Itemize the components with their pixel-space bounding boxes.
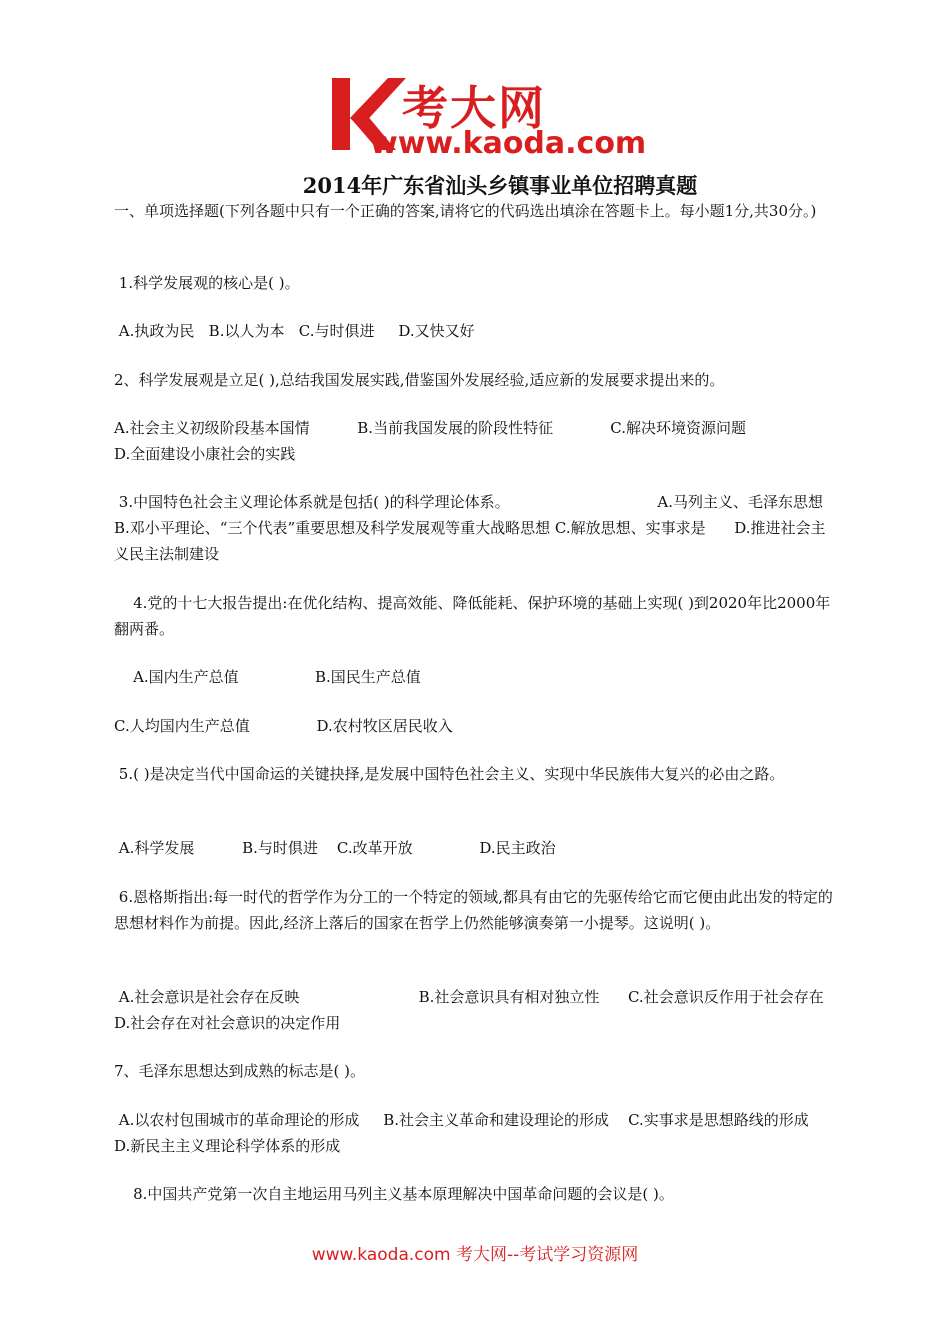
question-4: 4.党的十七大报告提出:在优化结构、提高效能、降低能耗、保护环境的基础上实现( )到2020年比2000年翻两番。 bbox=[114, 594, 831, 638]
question-1: 1.科学发展观的核心是( )。 bbox=[114, 274, 300, 292]
question-4-options-cd: C.人均国内生产总值 D.农村牧区居民收入 bbox=[114, 717, 453, 735]
question-8: 8.中国共产党第一次自主地运用马列主义基本原理解决中国革命问题的会议是( )。 bbox=[114, 1185, 674, 1203]
section-instructions: 一、单项选择题(下列各题中只有一个正确的答案,请将它的代码选出填涂在答题卡上。每小题1分,共30分。) bbox=[114, 202, 817, 220]
question-6-options: A.社会意识是社会存在反映 B.社会意识具有相对独立性 C.社会意识反作用于社会存在 D.社会存在对社会意识的决定作用 bbox=[114, 988, 891, 1032]
question-7: 7、毛泽东思想达到成熟的标志是( )。 bbox=[114, 1062, 366, 1080]
kaoda-logo bbox=[330, 74, 660, 166]
question-7-options: A.以农村包围城市的革命理论的形成 B.社会主义革命和建设理论的形成 C.实事求是思想路线的形成 D.新民主主义理论科学体系的形成 bbox=[114, 1111, 876, 1155]
question-5-options: A.科学发展 B.与时俱进 C.改革开放 D.民主政治 bbox=[114, 839, 556, 857]
question-2: 2、科学发展观是立足( ),总结我国发展实践,借鉴国外发展经验,适应新的发展要求提出来的。 bbox=[114, 371, 725, 389]
question-1-options: A.执政为民 B.以人为本 C.与时俱进 D.又快又好 bbox=[114, 322, 475, 340]
question-6: 6.恩格斯指出:每一时代的哲学作为分工的一个特定的领域,都具有由它的先驱传给它而它便由此出发的特定的思想材料作为前提。因此,经济上落后的国家在哲学上仍然能够演奏第一小提琴。这说明( )。 bbox=[114, 888, 833, 932]
question-3: 3.中国特色社会主义理论体系就是包括( )的科学理论体系。 A.马列主义、毛泽东思想 B.邓小平理论、“三个代表”重要思想及科学发展观等重大战略思想 C.解放思想、实事求是 D.推进社会主义民主法制建设 bbox=[114, 493, 852, 563]
footer-link[interactable]: www.kaoda.com 考大网--考试学习资源网 bbox=[311, 1245, 639, 1265]
document-title: 2014年广东省汕头乡镇事业单位招聘真题 bbox=[302, 173, 698, 198]
question-4-options-ab: A.国内生产总值 B.国民生产总值 bbox=[114, 668, 421, 686]
question-5: 5.( )是决定当代中国命运的关键抉择,是发展中国特色社会主义、实现中华民族伟大复兴的必由之路。 bbox=[114, 765, 785, 783]
logo-url: www.kaoda.com bbox=[370, 126, 647, 161]
logo-title: 考大网 bbox=[402, 81, 546, 135]
question-2-options: A.社会主义初级阶段基本国情 B.当前我国发展的阶段性特征 C.解决环境资源问题 D.全面建设小康社会的实践 bbox=[114, 419, 856, 463]
